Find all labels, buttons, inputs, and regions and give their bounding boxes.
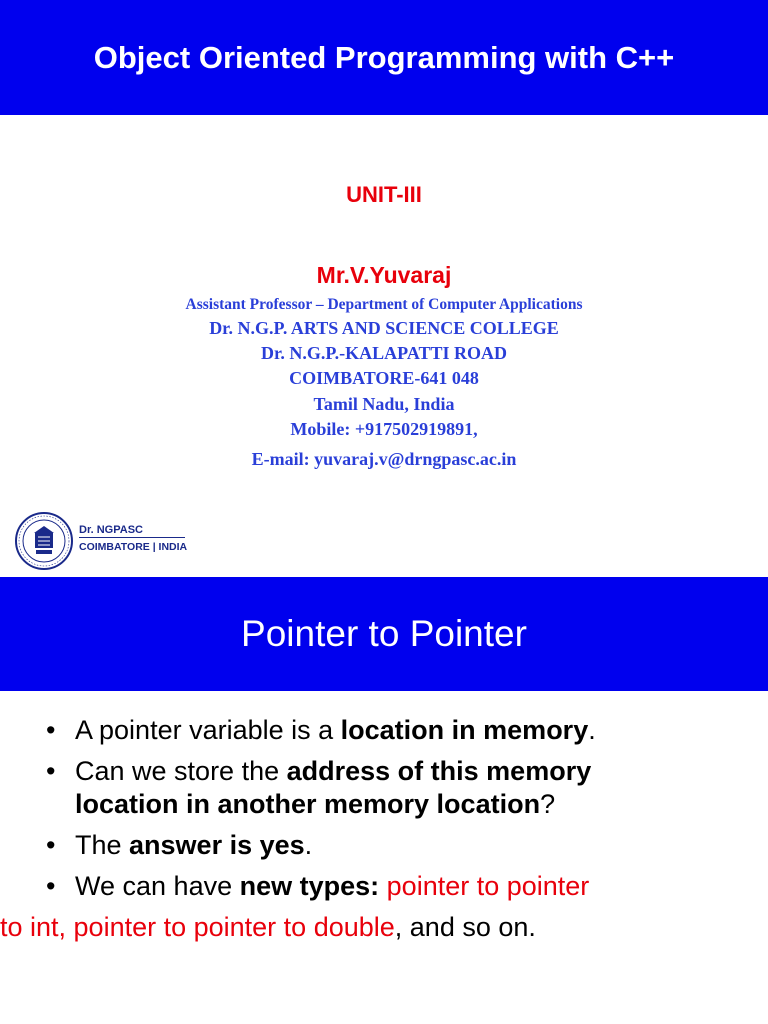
- author-email: E-mail: yuvaraj.v@drngpasc.ac.in: [251, 449, 517, 469]
- college-road: Dr. N.G.P.-KALAPATTI ROAD: [260, 343, 507, 363]
- bullet-item: [46, 717, 746, 744]
- bullet-item: [46, 832, 746, 859]
- bullet-text: A pointer variable is a: [75, 715, 341, 745]
- author-designation: Assistant Professor – Department of Computer Applications: [185, 296, 583, 313]
- bullet-emphasis: answer is yes: [129, 830, 305, 860]
- bullet-dot: •: [46, 756, 56, 786]
- bullet-text: Can we store the: [75, 756, 287, 786]
- author-mobile: Mobile: +917502919891,: [290, 419, 478, 439]
- bullet-text: .: [588, 715, 596, 745]
- bullet-emphasis: location in another memory location: [75, 789, 541, 819]
- bullet-text: The: [75, 830, 130, 860]
- bullet-emphasis: location in memory: [340, 715, 589, 745]
- course-title: Object Oriented Programming with C++: [0, 0, 768, 115]
- bullet-dot: •: [46, 871, 56, 901]
- college-city: COIMBATORE-641 048: [289, 368, 479, 388]
- bullet-text: We can have: [75, 871, 240, 901]
- bullet-dot: •: [46, 830, 56, 860]
- bullet-dot: •: [46, 715, 56, 745]
- unit-label: UNIT-III: [346, 182, 422, 207]
- bullet-item: [46, 758, 746, 818]
- logo-name: Dr. NGPASC: [79, 524, 185, 538]
- bullet-highlight: to int, pointer to pointer to double: [0, 912, 395, 942]
- bullet-list: [0, 715, 746, 942]
- logo-location: COIMBATORE | INDIA: [79, 541, 188, 553]
- bullet-item: [46, 873, 746, 900]
- bullet-emphasis: new types:: [239, 871, 380, 901]
- bullet-continuation: [75, 791, 746, 818]
- bullet-text: ?: [540, 789, 556, 819]
- bullet-emphasis: address of this memory: [286, 756, 592, 786]
- content-slide: [0, 577, 768, 1024]
- college-seal-icon: [14, 511, 74, 571]
- bullet-tail: [0, 914, 746, 941]
- bullet-text: , and so on.: [394, 912, 536, 942]
- bullet-text: .: [304, 830, 313, 860]
- slide-title: Pointer to Pointer: [0, 577, 768, 691]
- author-name: Mr.V.Yuvaraj: [316, 262, 452, 288]
- bullet-highlight: pointer to pointer: [379, 871, 590, 901]
- college-state: Tamil Nadu, India: [313, 394, 455, 414]
- college-name: Dr. N.G.P. ARTS AND SCIENCE COLLEGE: [209, 318, 559, 338]
